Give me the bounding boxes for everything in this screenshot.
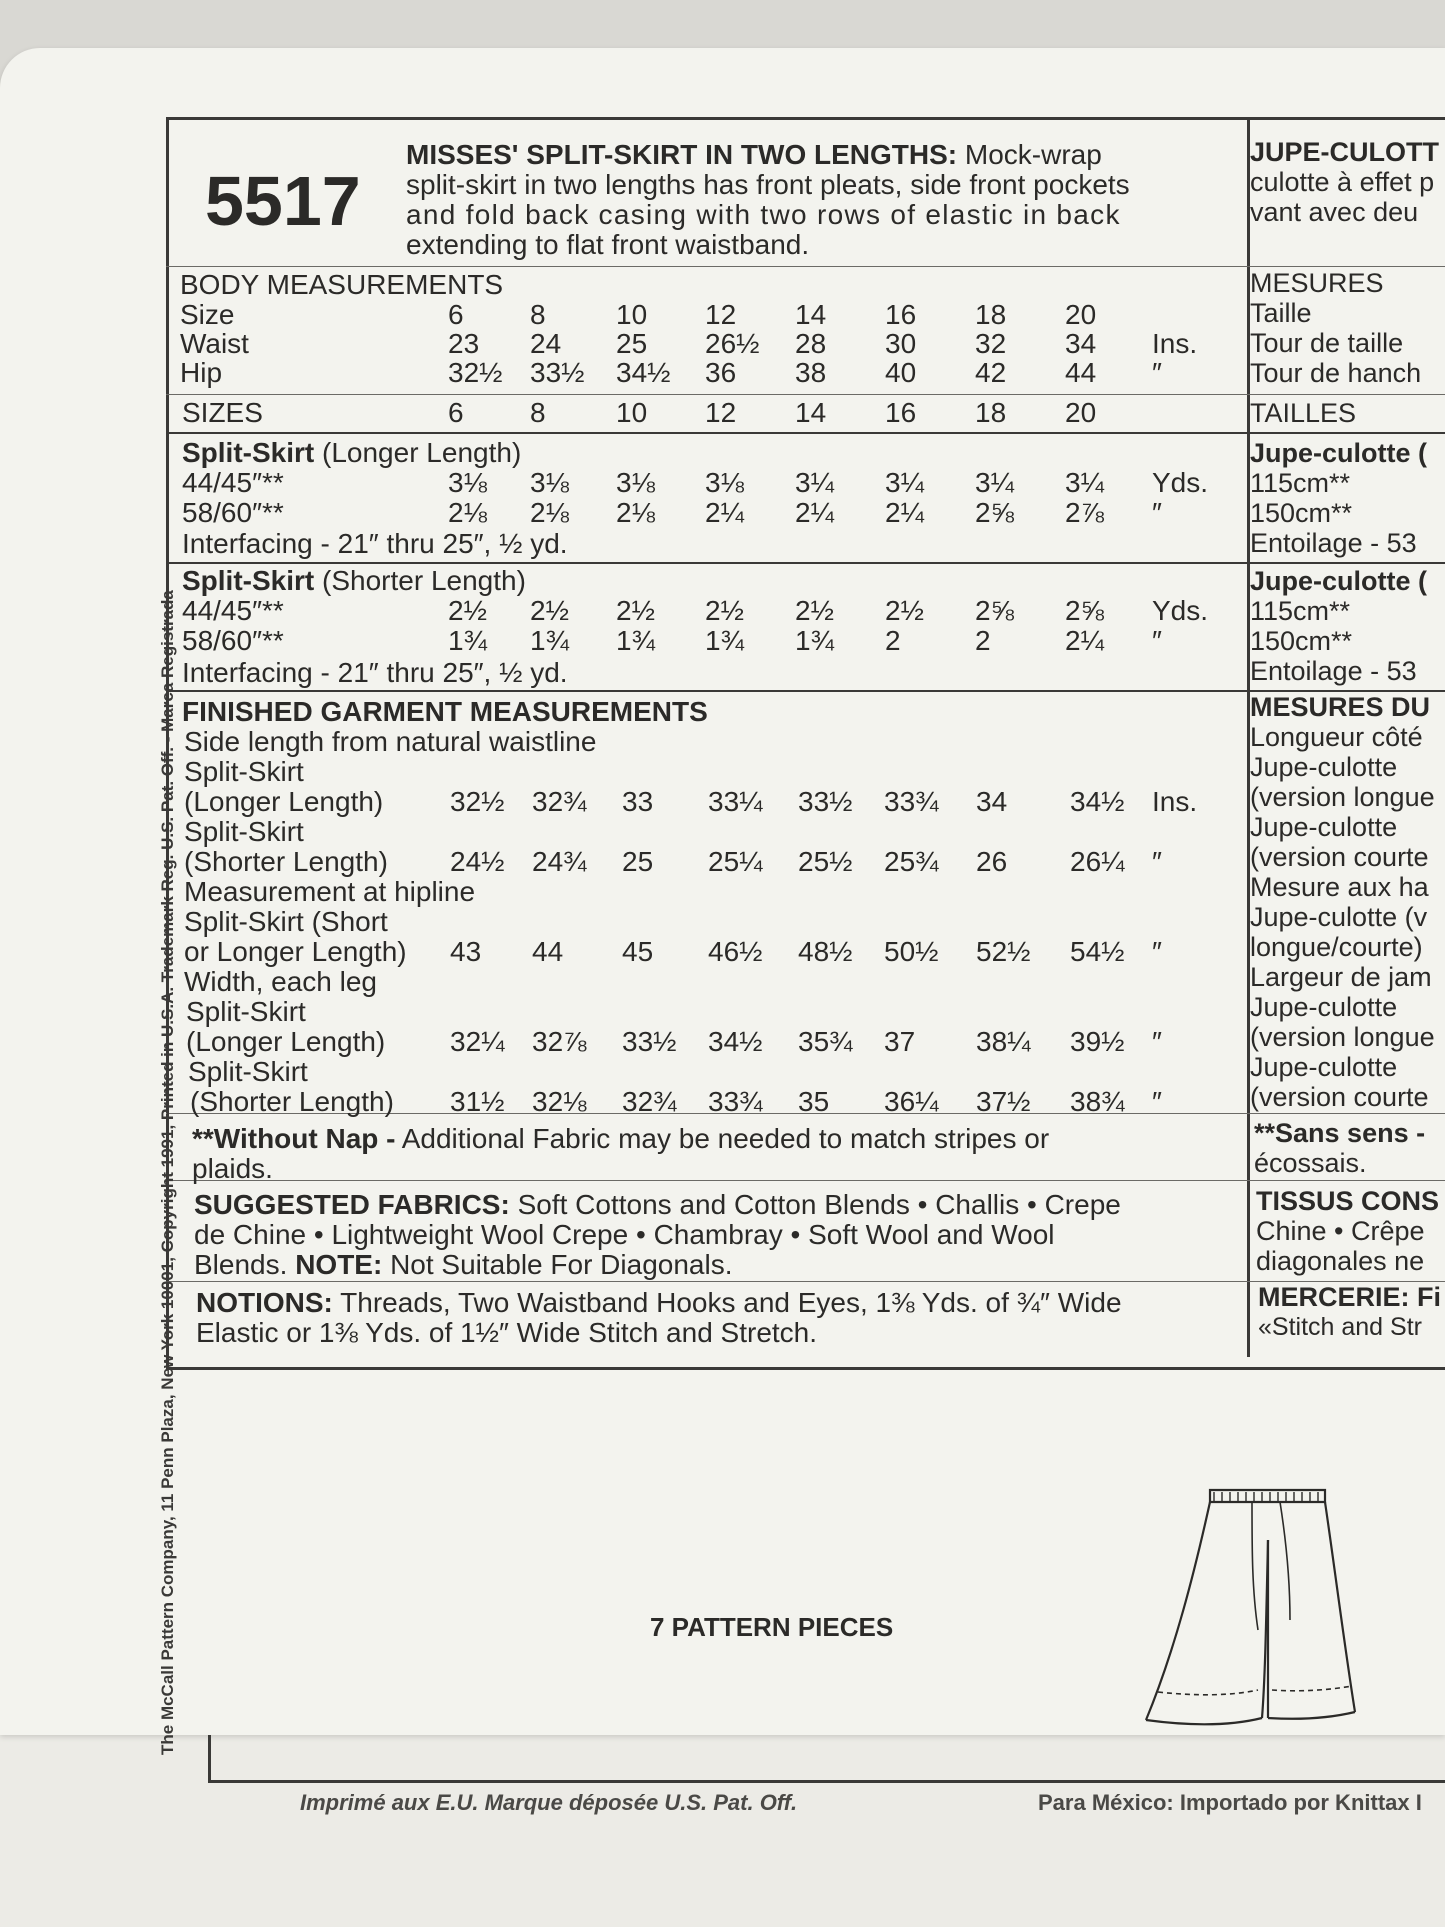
unit-label: ″ [1152, 936, 1162, 967]
table-cell: 2½ [616, 595, 655, 626]
table-cell: 52½ [976, 936, 1031, 967]
table-cell: 20 [1065, 299, 1097, 330]
fr-sans-sens: **Sans sens - [1254, 1118, 1426, 1148]
fr-line: longue/courte) [1250, 932, 1423, 962]
table-cell: 3¼ [885, 467, 924, 498]
fr-line: Jupe-culotte [1250, 812, 1398, 842]
table-cell: 2 [885, 625, 901, 656]
table-cell: 34 [976, 786, 1008, 817]
fr-line: (version longue [1250, 1022, 1435, 1052]
fr-line: Jupe-culotte [1250, 1052, 1398, 1082]
table-cell: 44 [1065, 357, 1097, 388]
fr-line: Largeur de jam [1250, 962, 1432, 992]
table-cell: 33¼ [708, 786, 763, 817]
size-cell: 18 [975, 397, 1007, 428]
table-cell: 39½ [1070, 1026, 1125, 1057]
table-cell: 2⅛ [448, 497, 487, 528]
rule [166, 394, 1445, 395]
suggested-fabrics-note: Blends. NOTE: Not Suitable For Diagonals. [194, 1249, 733, 1280]
table-cell: 36 [705, 357, 737, 388]
fr-ecossais: écossais. [1254, 1148, 1367, 1178]
table-cell: 31½ [450, 1086, 505, 1117]
finished-label: (Shorter Length) [184, 846, 388, 877]
table-cell: 46½ [708, 936, 763, 967]
table-cell: 2⅝ [975, 497, 1014, 528]
table-cell: 2½ [705, 595, 744, 626]
table-cell: 50½ [884, 936, 939, 967]
fr-taille: Taille [1250, 298, 1312, 328]
fr-115: 115cm** [1250, 596, 1351, 626]
table-cell: 24 [530, 328, 562, 359]
table-cell: 23 [448, 328, 480, 359]
table-cell: 3⅛ [530, 467, 569, 498]
table-cell: 2⅝ [975, 595, 1014, 626]
table-cell: 35¾ [798, 1026, 853, 1057]
fr-line: Jupe-culotte [1250, 752, 1398, 782]
pattern-title: MISSES' SPLIT-SKIRT IN TWO LENGTHS: Mock-wrap [406, 139, 1102, 170]
table-cell: 33¾ [884, 786, 939, 817]
fr-150: 150cm** [1250, 498, 1353, 528]
fr-entoilage: Entoilage - 53 [1250, 656, 1417, 686]
unit-label: ″ [1152, 846, 1162, 877]
table-cell: 24¾ [532, 846, 587, 877]
finished-label: (Shorter Length) [190, 1086, 394, 1117]
fr-mesures-du: MESURES DU [1250, 692, 1431, 722]
rule [166, 562, 1445, 564]
nap-note: **Without Nap - Additional Fabric may be needed to match stripes or [192, 1123, 1050, 1154]
table-cell: 2¼ [795, 497, 834, 528]
table-cell: 32 [975, 328, 1007, 359]
suggested-fabrics-cont: de Chine • Lightweight Wool Crepe • Chambray • Soft Wool and Wool [194, 1219, 1055, 1250]
fr-line: (version courte [1250, 842, 1429, 872]
fr-entoilage: Entoilage - 53 [1250, 528, 1417, 558]
unit-label: ″ [1152, 1086, 1162, 1117]
size-cell: 6 [448, 397, 464, 428]
fr-150: 150cm** [1250, 626, 1353, 656]
fr-chine: Chine • Crêpe [1256, 1216, 1425, 1246]
row-label: 58/60″** [182, 625, 284, 656]
table-cell: 25½ [798, 846, 853, 877]
table-cell: 32¾ [622, 1086, 677, 1117]
table-cell: 1¾ [530, 625, 569, 656]
size-cell: 8 [530, 397, 546, 428]
rule [166, 432, 1445, 434]
size-cell: 14 [795, 397, 827, 428]
rule [166, 1180, 1445, 1181]
fr-desc: vant avec deu [1250, 197, 1419, 227]
description-line: and fold back casing with two rows of elastic in back [406, 199, 1121, 230]
table-cell: 25 [622, 846, 654, 877]
finished-label: Split-Skirt [184, 756, 304, 787]
suggested-fabrics: SUGGESTED FABRICS: Soft Cottons and Cotton Blends • Challis • Crepe [194, 1189, 1121, 1220]
nap-note-cont: plaids. [192, 1153, 273, 1184]
table-cell: 6 [448, 299, 464, 330]
fr-jupe: Jupe-culotte ( [1250, 566, 1428, 596]
fr-line: Mesure aux ha [1250, 872, 1429, 902]
unit-label: ″ [1152, 357, 1162, 388]
table-cell: 8 [530, 299, 546, 330]
table-cell: 32⅛ [532, 1086, 587, 1117]
body-heading: BODY MEASUREMENTS [180, 269, 504, 300]
table-cell: 28 [795, 328, 827, 359]
finished-sub: Side length from natural waistline [184, 726, 597, 757]
table-cell: 34½ [708, 1026, 763, 1057]
table-cell: 40 [885, 357, 917, 388]
table-cell: 35 [798, 1086, 830, 1117]
table-cell: 54½ [1070, 936, 1125, 967]
finished-sub: Measurement at hipline [184, 876, 476, 907]
table-cell: 16 [885, 299, 917, 330]
table-cell: 2½ [795, 595, 834, 626]
fr-title: JUPE-CULOTT [1250, 137, 1439, 167]
table-cell: 26¼ [1070, 846, 1125, 877]
table-cell: 33½ [622, 1026, 677, 1057]
row-label: 44/45″** [182, 467, 284, 498]
size-cell: 20 [1065, 397, 1097, 428]
longer-heading: Split-Skirt (Longer Length) [182, 437, 522, 468]
table-cell: 3¼ [975, 467, 1014, 498]
size-cell: 16 [885, 397, 917, 428]
table-cell: 36¼ [884, 1086, 939, 1117]
table-cell: 34½ [1070, 786, 1125, 817]
table-cell: 48½ [798, 936, 853, 967]
fr-line: Longueur côté [1250, 722, 1423, 752]
unit-label: Ins. [1152, 328, 1198, 359]
row-label: Waist [180, 328, 249, 359]
row-label: 58/60″** [182, 497, 284, 528]
longer-interfacing: Interfacing - 21″ thru 25″, ½ yd. [182, 528, 568, 559]
table-cell: 1¾ [448, 625, 487, 656]
unit-label: ″ [1152, 1026, 1162, 1057]
finished-label: Split-Skirt (Short [184, 906, 388, 937]
table-cell: 2¼ [1065, 625, 1104, 656]
row-label: Size [180, 299, 235, 330]
table-cell: 42 [975, 357, 1007, 388]
fr-tissus: TISSUS CONS [1256, 1186, 1440, 1216]
table-cell: 45 [622, 936, 654, 967]
table-cell: 38¼ [976, 1026, 1031, 1057]
pattern-number: 5517 [205, 162, 361, 240]
fr-tour-hanche: Tour de hanch [1250, 358, 1422, 388]
shorter-interfacing: Interfacing - 21″ thru 25″, ½ yd. [182, 657, 568, 688]
shorter-heading: Split-Skirt (Shorter Length) [182, 565, 526, 596]
table-cell: 25¼ [708, 846, 763, 877]
table-cell: 33 [622, 786, 654, 817]
fr-115: 115cm** [1250, 468, 1351, 498]
table-cell: 44 [532, 936, 564, 967]
table-cell: 32½ [448, 357, 503, 388]
table-cell: 2½ [448, 595, 487, 626]
table-cell: 32⅞ [532, 1026, 587, 1057]
table-cell: 38¾ [1070, 1086, 1125, 1117]
table-cell: 2⅞ [1065, 497, 1104, 528]
table-cell: 25 [616, 328, 648, 359]
rule [166, 1281, 1445, 1282]
lower-frame [208, 1735, 1445, 1783]
table-cell: 32¾ [532, 786, 587, 817]
table-cell: 32½ [450, 786, 505, 817]
table-cell: 25¾ [884, 846, 939, 877]
unit-label: Yds. [1152, 467, 1209, 498]
table-cell: 3⅛ [616, 467, 655, 498]
table-cell: 2½ [530, 595, 569, 626]
table-cell: 3¼ [1065, 467, 1104, 498]
fr-desc: culotte à effet p [1250, 167, 1435, 197]
finished-label: (Longer Length) [186, 1026, 386, 1057]
sizes-label: SIZES [182, 397, 263, 428]
table-cell: 37 [884, 1026, 916, 1057]
fr-diagonales: diagonales ne [1256, 1246, 1425, 1276]
table-cell: 33½ [530, 357, 585, 388]
table-cell: 32¼ [450, 1026, 505, 1057]
vertical-credit: The McCall Pattern Company, 11 Penn Plaza, New York 10001, Copyright 1991, Printed in U.S.A. Trademark Reg. U.S. Pat. Off. - Marca Registrada [158, 590, 177, 1755]
table-cell: 1¾ [795, 625, 834, 656]
table-cell: 3¼ [795, 467, 834, 498]
split-skirt-sketch [1140, 1480, 1370, 1730]
table-cell: 24½ [450, 846, 505, 877]
table-cell: 2⅛ [616, 497, 655, 528]
table-cell: 2⅝ [1065, 595, 1104, 626]
fr-stitch: «Stitch and Str [1258, 1313, 1422, 1341]
fr-mesures: MESURES [1250, 268, 1384, 298]
table-cell: 2¼ [705, 497, 744, 528]
finished-label: Split-Skirt [186, 996, 306, 1027]
fr-line: (version longue [1250, 782, 1435, 812]
description-line: split-skirt in two lengths has front pleats, side front pockets [406, 169, 1130, 200]
notions: NOTIONS: Threads, Two Waistband Hooks and Eyes, 1⅜ Yds. of ¾″ Wide [196, 1287, 1122, 1318]
row-label: Hip [180, 357, 223, 388]
table-cell: 2½ [885, 595, 924, 626]
table-cell: 30 [885, 328, 917, 359]
table-cell: 2 [975, 625, 991, 656]
table-cell: 43 [450, 936, 482, 967]
table-cell: 26½ [705, 328, 760, 359]
table-cell: 37½ [976, 1086, 1031, 1117]
rule [166, 266, 1445, 267]
notions-cont: Elastic or 1⅜ Yds. of 1½″ Wide Stitch and Stretch. [196, 1317, 818, 1348]
table-cell: 14 [795, 299, 827, 330]
fr-line: Jupe-culotte [1250, 992, 1398, 1022]
fr-mercerie: MERCERIE: Fi [1258, 1282, 1442, 1312]
fr-tailles: TAILLES [1250, 398, 1357, 428]
finished-label: or Longer Length) [184, 936, 407, 967]
row-label: 44/45″** [182, 595, 284, 626]
size-cell: 10 [616, 397, 648, 428]
fr-line: Jupe-culotte (v [1250, 902, 1428, 932]
table-cell: 33½ [798, 786, 853, 817]
fr-jupe: Jupe-culotte ( [1250, 438, 1428, 468]
table-cell: 12 [705, 299, 737, 330]
finished-sub: Width, each leg [184, 966, 377, 997]
table-cell: 18 [975, 299, 1007, 330]
description-line: extending to flat front waistband. [406, 229, 810, 260]
finished-label: (Longer Length) [184, 786, 384, 817]
finished-heading: FINISHED GARMENT MEASUREMENTS [182, 696, 708, 727]
table-cell: 38 [795, 357, 827, 388]
table-cell: 2⅛ [530, 497, 569, 528]
footer-right: Para México: Importado por Knittax I [1038, 1790, 1422, 1815]
fr-tour-taille: Tour de taille [1250, 328, 1404, 358]
table-cell: 33¾ [708, 1086, 763, 1117]
unit-label: Yds. [1152, 595, 1209, 626]
footer-left: Imprimé aux E.U. Marque déposée U.S. Pat. Off. [300, 1790, 798, 1815]
unit-label: Ins. [1152, 786, 1198, 817]
table-cell: 34 [1065, 328, 1097, 359]
fr-line: (version courte [1250, 1082, 1429, 1112]
table-cell: 2¼ [885, 497, 924, 528]
finished-label: Split-Skirt [188, 1056, 308, 1087]
table-cell: 34½ [616, 357, 671, 388]
size-cell: 12 [705, 397, 737, 428]
table-cell: 1¾ [705, 625, 744, 656]
table-cell: 1¾ [616, 625, 655, 656]
table-cell: 26 [976, 846, 1008, 877]
pattern-pieces-count: 7 PATTERN PIECES [650, 1612, 894, 1642]
unit-label: ″ [1152, 497, 1162, 528]
unit-label: ″ [1152, 625, 1162, 656]
finished-label: Split-Skirt [184, 816, 304, 847]
table-cell: 3⅛ [448, 467, 487, 498]
table-cell: 3⅛ [705, 467, 744, 498]
table-cell: 10 [616, 299, 648, 330]
